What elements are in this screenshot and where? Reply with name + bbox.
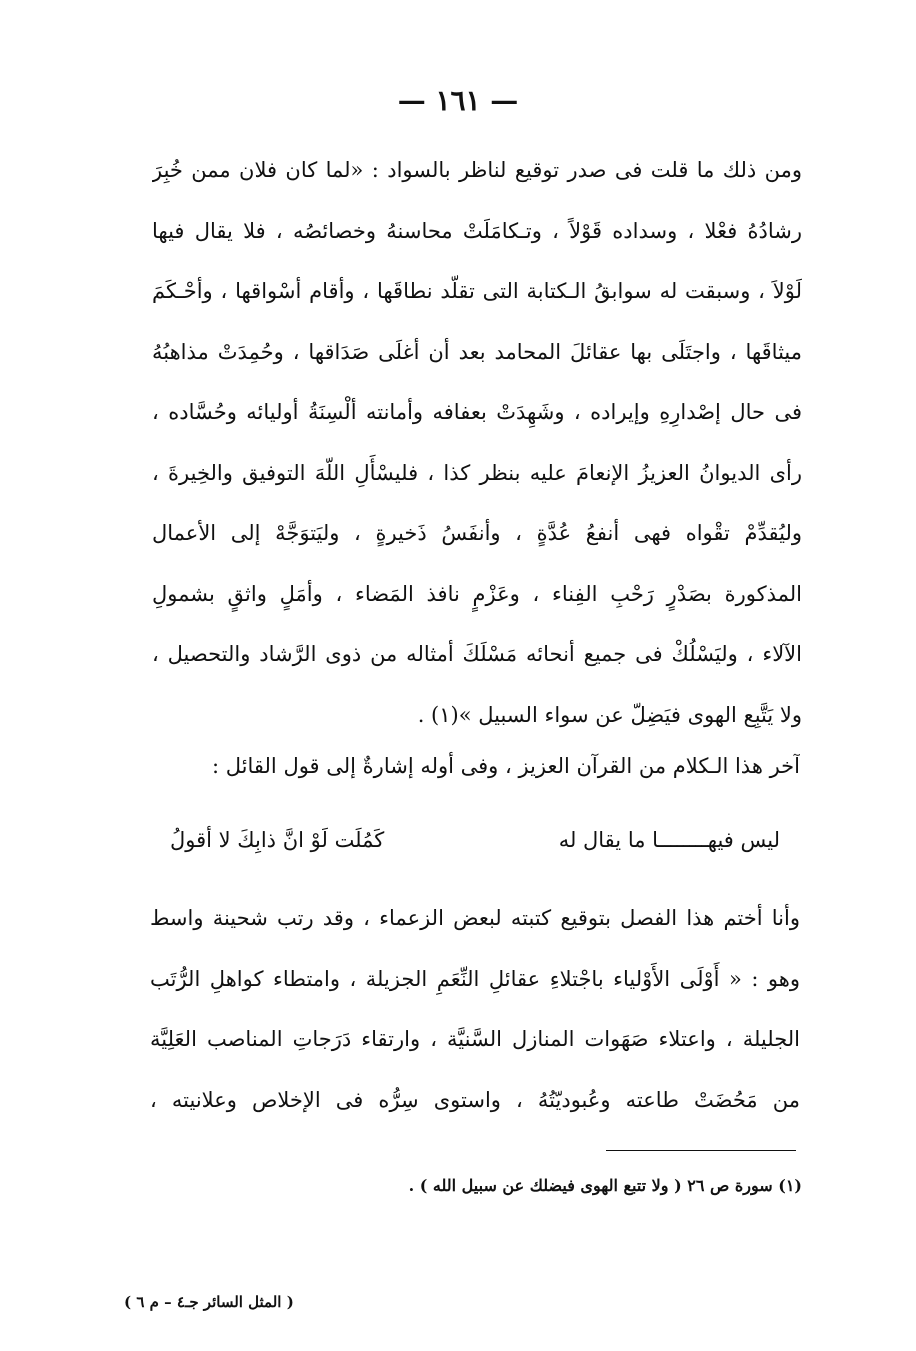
text-line: المذكورة بصَدْرٍ رَحْبِ الفِناء ، وعَزْمٍ نافذ المَضاء ، وأمَلٍ واثقٍ بشمولِ: [152, 581, 802, 606]
text-line: وليُقدِّمْ تقْواه فهى أنفعُ عُدَّةٍ ، وأنفَسُ ذَخيرةٍ ، وليَتوَجَّهْ إلى الأعمال: [152, 521, 802, 545]
footnote-divider: [606, 1150, 796, 1151]
text-line: وهو : « أَوْلَى الأَوْلياء باجْتلاءِ عقائلِ النِّعَمِ الجزيلة ، وامتطاء كواهلِ الرُّتَب: [150, 966, 800, 991]
verse-second-hemistich: كَمُلَت لَوْ انَّ ذابِكَ لا أقولُ: [170, 828, 385, 852]
text-line: فى حال إصْدارِهِ وإيراده ، وشَهِدَتْ بعفافه وأمانته ألْسِنَةُ أوليائه وحُسَّاده ،: [152, 400, 802, 424]
text-line: الجليلة ، واعتلاء صَهَوات المنازل السَّنيَّة ، وارتقاء دَرَجاتِ المناصب العَلِيَّة: [150, 1027, 800, 1051]
printer-signature: ( المثل السائر جـ٤ – م ٦ ): [124, 1293, 294, 1311]
paragraph-toqi-nazir: [152, 140, 802, 745]
paragraph-quran-reference: [150, 736, 800, 797]
text-line: ولا يَتَّبِع الهوى فيَضِلّ عن سواء السبيل »(١) .: [417, 702, 802, 727]
text-line: آخر هذا الـكلام من القرآن العزيز ، وفى أوله إشارةٌ إلى قول القائل :: [212, 754, 800, 778]
text-line: ميثاقَها ، واجتَلَى بها عقائلَ المحامد بعد أن أغلَى صَدَاقها ، وحُمِدَتْ مذاهبُهُ: [152, 339, 802, 364]
paragraph-toqi-shihna: [150, 888, 800, 1130]
text-line: لَوْلاَ ، وسبقت له سوابقُ الـكتابة التى تقلّد نطاقَها ، وأقام أسْواقها ، وأحْـكَمَ: [152, 279, 802, 303]
text-line: ومن ذلك ما قلت فى صدر توقيع لناظر بالسواد : «لما كان فلان ممن خُبِرَ: [152, 158, 802, 182]
text-line: الآلاء ، وليَسْلُكْ فى جميع أنحائه مَسْلَكَ أمثاله من ذوى الرَّشاد والتحصيل ،: [152, 642, 802, 666]
page-number: — ١٦١ —: [397, 84, 519, 117]
text-line: من مَحُضَتْ طاعته وعُبوديّتُهُ ، واستوى سِرُّه فى الإخلاص وعلانيته ،: [150, 1087, 800, 1112]
footnote: (١) سورة ص ٢٦ ( ولا تتبع الهوى فيضلك عن سبيل الله ) .: [408, 1176, 802, 1195]
text-line: رشادُهُ فعْلا ، وسداده قَوْلاً ، وتـكامَلَتْ محاسنهُ وخصائصُه ، فلا يقال فيها: [152, 218, 802, 243]
text-line: وأنا أختم هذا الفصل بتوقيع كتبته لبعض الزعماء ، وقد رتب شحينة واسط: [150, 906, 800, 930]
verse-first-hemistich: ليس فيهــــــــا ما يقال له: [558, 828, 780, 852]
text-line: رأى الديوانُ العزيزُ الإنعامَ عليه بنظر كذا ، فليسْأَلِ اللّهَ التوفيق والخِيرةَ ،: [152, 460, 802, 485]
